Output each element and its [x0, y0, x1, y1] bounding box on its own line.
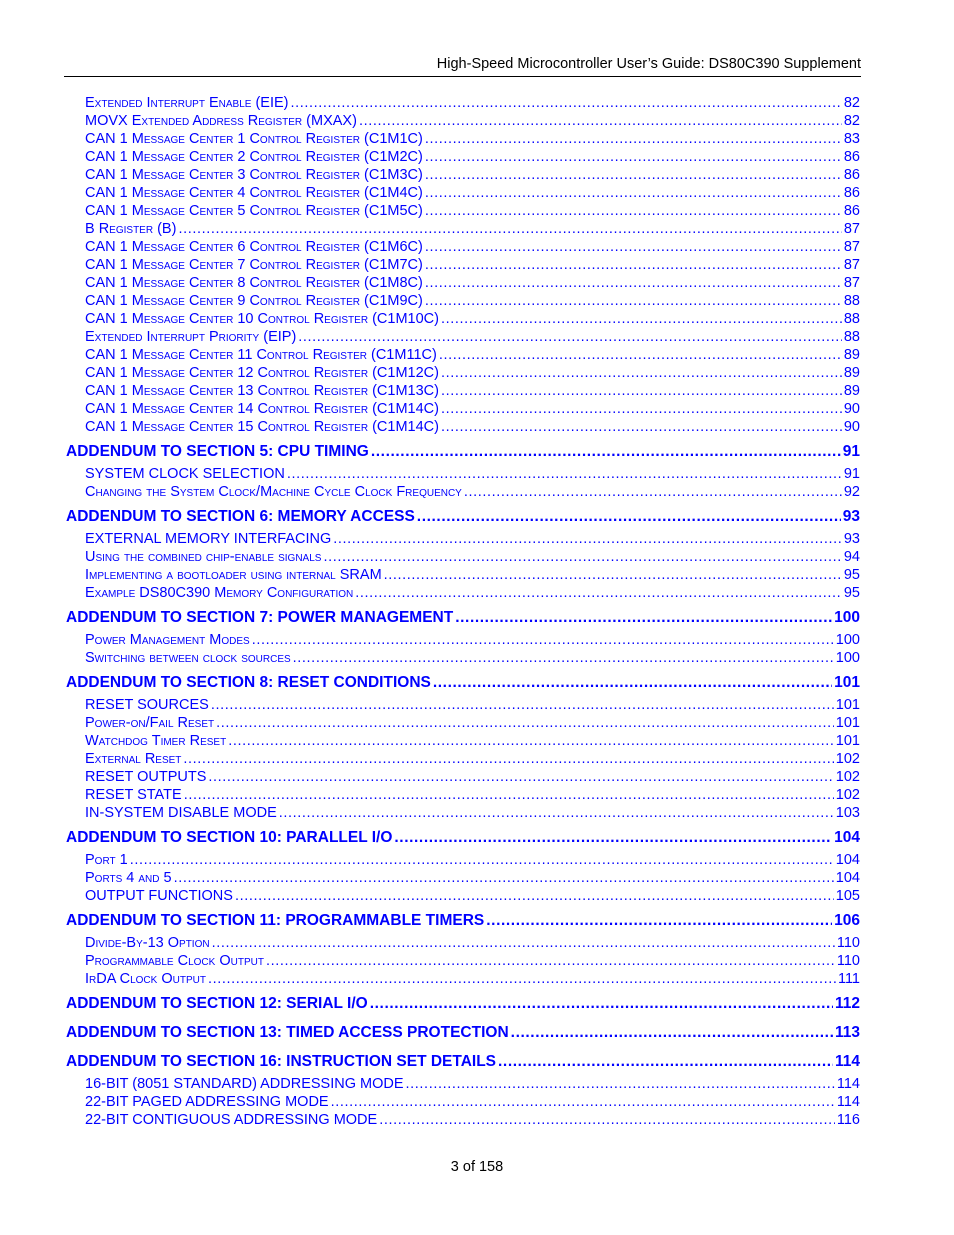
toc-page-number: 93	[843, 531, 860, 547]
toc-entry-link[interactable]	[85, 203, 860, 219]
toc-page-number: 88	[843, 329, 860, 345]
toc-dot-leader	[464, 484, 842, 500]
toc-entry-link[interactable]	[85, 221, 860, 237]
toc-section-link[interactable]	[66, 829, 860, 847]
toc-dot-leader	[379, 1112, 835, 1128]
toc-entry-title: CAN 1 Message Center 14 Control Register (C1M14C)	[85, 401, 439, 417]
toc-section-link[interactable]	[66, 1024, 860, 1042]
toc-entry-link[interactable]	[85, 149, 860, 165]
toc-entry-title: CAN 1 Message Center 8 Control Register (C1M8C)	[85, 275, 423, 291]
toc-entry-title: Example DS80C390 Memory Configuration	[85, 585, 354, 601]
toc-page-number: 87	[843, 275, 860, 291]
toc-entry-title: Switching between clock sources	[85, 650, 291, 666]
toc-section-link[interactable]	[66, 508, 860, 526]
toc-page-number: 89	[843, 365, 860, 381]
toc-entry-title: Divide-By-13 Option	[85, 935, 210, 951]
toc-dot-leader	[208, 971, 836, 987]
toc-dot-leader	[441, 311, 842, 327]
toc-dot-leader	[394, 829, 832, 847]
toc-entry-title: CAN 1 Message Center 11 Control Register (C1M11C)	[85, 347, 437, 363]
toc-page-number: 104	[834, 829, 860, 846]
toc-dot-leader	[266, 953, 835, 969]
toc-entry-title: RESET OUTPUTS	[85, 769, 207, 785]
toc-dot-leader	[384, 567, 842, 583]
toc-dot-leader	[298, 329, 842, 345]
toc-section-link[interactable]	[66, 674, 860, 692]
toc-dot-leader	[425, 185, 842, 201]
page-header	[64, 55, 861, 77]
toc-dot-leader	[184, 787, 834, 803]
toc-page-number: 103	[835, 805, 860, 821]
toc-entry-title: CAN 1 Message Center 9 Control Register (C1M9C)	[85, 293, 423, 309]
toc-entry-title: ADDENDUM TO SECTION 7: POWER MANAGEMENT	[66, 609, 454, 626]
toc-page-number: 89	[843, 383, 860, 399]
toc-dot-leader	[425, 149, 842, 165]
toc-entry-title: Port 1	[85, 852, 128, 868]
toc-dot-leader	[425, 275, 842, 291]
toc-entry-title: CAN 1 Message Center 12 Control Register (C1M12C)	[85, 365, 439, 381]
toc-section-link[interactable]	[66, 912, 860, 930]
toc-entry-link[interactable]	[85, 632, 860, 648]
toc-page-number: 95	[843, 567, 860, 583]
toc-entry-link[interactable]	[85, 733, 860, 749]
toc-dot-leader	[441, 419, 842, 435]
toc-page-number: 88	[843, 293, 860, 309]
toc-page-number: 95	[843, 585, 860, 601]
page-number: 3 of 158	[450, 1159, 504, 1175]
toc-entry-title: 22-BIT PAGED ADDRESSING MODE	[85, 1094, 329, 1110]
toc-page-number: 104	[835, 870, 860, 886]
toc-page-number: 116	[836, 1112, 860, 1128]
toc-entry-title: 22-BIT CONTIGUOUS ADDRESSING MODE	[85, 1112, 378, 1128]
toc-entry-title: CAN 1 Message Center 7 Control Register (C1M7C)	[85, 257, 423, 273]
toc-entry-title: ADDENDUM TO SECTION 12: SERIAL I/O	[66, 995, 368, 1012]
toc-entry-title: ADDENDUM TO SECTION 13: TIMED ACCESS PROTECTION	[66, 1024, 509, 1041]
toc-entry-link[interactable]	[85, 697, 860, 713]
toc-page-number: 92	[843, 484, 860, 500]
toc-page-number: 88	[843, 311, 860, 327]
toc-entry-title: Watchdog Timer Reset	[85, 733, 227, 749]
toc-entry-link[interactable]	[85, 131, 860, 147]
toc-entry-link[interactable]	[85, 275, 860, 291]
toc-dot-leader	[455, 609, 832, 627]
toc-entry-title: Programmable Clock Output	[85, 953, 264, 969]
toc-page-number: 111	[837, 971, 860, 987]
toc-page-number: 114	[836, 1076, 860, 1092]
toc-dot-leader	[183, 751, 833, 767]
toc-entry-link[interactable]	[85, 383, 860, 399]
toc-entry-link[interactable]	[85, 1112, 860, 1128]
toc-entry-link[interactable]	[85, 650, 860, 666]
toc-page-number: 110	[836, 935, 860, 951]
toc-page-number: 110	[836, 953, 860, 969]
toc-entry-link[interactable]	[85, 239, 860, 255]
toc-entry-title: IN-SYSTEM DISABLE MODE	[85, 805, 277, 821]
toc-entry-title: Ports 4 and 5	[85, 870, 172, 886]
toc-page-number: 101	[835, 733, 860, 749]
toc-dot-leader	[433, 674, 832, 692]
toc-page-number: 101	[835, 697, 860, 713]
toc-page-number: 112	[834, 995, 860, 1012]
toc-entry-link[interactable]	[85, 257, 860, 273]
toc-page-number: 104	[835, 852, 860, 868]
toc-dot-leader	[425, 203, 842, 219]
toc-entry-link[interactable]	[85, 419, 860, 435]
toc-dot-leader	[370, 995, 833, 1013]
toc-dot-leader	[406, 1076, 835, 1092]
toc-entry-title: External Reset	[85, 751, 182, 767]
toc-entry-title: CAN 1 Message Center 10 Control Register (C1M10C)	[85, 311, 439, 327]
toc-page-number: 86	[843, 185, 860, 201]
toc-entry-link[interactable]	[85, 888, 860, 904]
toc-entry-title: Extended Interrupt Priority (EIP)	[85, 329, 297, 345]
toc-dot-leader	[235, 888, 834, 904]
toc-entry-title: Power Management Modes	[85, 632, 250, 648]
toc-entry-link[interactable]	[85, 95, 860, 111]
toc-dot-leader	[417, 508, 841, 526]
toc-dot-leader	[425, 131, 842, 147]
toc-dot-leader	[252, 632, 834, 648]
toc-entry-link[interactable]	[85, 365, 860, 381]
toc-entry-link[interactable]	[85, 769, 860, 785]
toc-page-number: 86	[843, 167, 860, 183]
toc-page-number: 100	[835, 632, 860, 648]
toc-entry-link[interactable]	[85, 347, 860, 363]
toc-dot-leader	[212, 935, 835, 951]
toc-entry-title: Implementing a bootloader using internal SRAM	[85, 567, 382, 583]
toc-page-number: 102	[835, 769, 860, 785]
toc-entry-link[interactable]	[85, 1094, 860, 1110]
toc-dot-leader	[208, 769, 833, 785]
toc-entry-title: 16-BIT (8051 STANDARD) ADDRESSING MODE	[85, 1076, 404, 1092]
toc-dot-leader	[331, 1094, 835, 1110]
toc-page-number: 94	[843, 549, 860, 565]
toc-entry-link[interactable]	[85, 953, 860, 969]
toc-entry-link[interactable]	[85, 805, 860, 821]
toc-page-number: 91	[842, 443, 860, 460]
toc-entry-link[interactable]	[85, 870, 860, 886]
toc-dot-leader	[439, 347, 842, 363]
toc-page-number: 105	[835, 888, 860, 904]
toc-page-number: 114	[836, 1094, 860, 1110]
toc-entry-link[interactable]	[85, 971, 860, 987]
toc-dot-leader	[228, 733, 834, 749]
toc-entry-link[interactable]	[85, 751, 860, 767]
header-title: High-Speed Microcontroller User’s Guide: DS80C390 Supplement	[436, 56, 861, 72]
toc-entry-link[interactable]	[85, 311, 860, 327]
toc-entry-link[interactable]	[85, 113, 860, 129]
toc-dot-leader	[174, 870, 834, 886]
toc-page-number: 86	[843, 149, 860, 165]
toc-dot-leader	[425, 257, 842, 273]
toc-dot-leader	[511, 1024, 833, 1042]
toc-page-number: 87	[843, 221, 860, 237]
toc-entry-title: CAN 1 Message Center 1 Control Register (C1M1C)	[85, 131, 423, 147]
toc-dot-leader	[293, 650, 834, 666]
toc-entry-title: OUTPUT FUNCTIONS	[85, 888, 233, 904]
toc-entry-title: MOVX Extended Address Register (MXAX)	[85, 113, 357, 129]
toc-entry-title: IrDA Clock Output	[85, 971, 206, 987]
toc-page-number: 91	[843, 466, 860, 482]
toc-page-number: 101	[835, 715, 860, 731]
toc-entry-title: ADDENDUM TO SECTION 10: PARALLEL I/O	[66, 829, 393, 846]
toc-page-number: 93	[842, 508, 860, 525]
toc-page-number: 90	[843, 401, 860, 417]
toc-entry-link[interactable]	[85, 787, 860, 803]
toc-section-link[interactable]	[66, 609, 860, 627]
toc-dot-leader	[287, 466, 842, 482]
toc-entry-link[interactable]	[85, 715, 860, 731]
toc-entry-link[interactable]	[85, 466, 860, 482]
page-footer	[0, 1159, 954, 1175]
toc-dot-leader	[323, 549, 841, 565]
toc-page-number: 106	[834, 912, 860, 929]
toc-dot-leader	[333, 531, 842, 547]
toc-entry-link[interactable]	[85, 293, 860, 309]
toc-page-number: 100	[834, 609, 860, 626]
toc-dot-leader	[441, 383, 842, 399]
toc-dot-leader	[211, 697, 834, 713]
toc-page-number: 87	[843, 239, 860, 255]
toc-page-number: 113	[834, 1024, 860, 1041]
toc-entry-title: CAN 1 Message Center 15 Control Register (C1M14C)	[85, 419, 439, 435]
toc-section-link[interactable]	[66, 443, 860, 461]
toc-page-number: 89	[843, 347, 860, 363]
toc-entry-link[interactable]	[85, 585, 860, 601]
toc-entry-link[interactable]	[85, 167, 860, 183]
toc-page-number: 102	[835, 787, 860, 803]
toc-entry-link[interactable]	[85, 531, 860, 547]
toc-dot-leader	[371, 443, 841, 461]
toc-entry-link[interactable]	[85, 329, 860, 345]
toc-entry-title: RESET STATE	[85, 787, 182, 803]
toc-dot-leader	[441, 401, 842, 417]
toc-page-number: 86	[843, 203, 860, 219]
toc-dot-leader	[486, 912, 832, 930]
toc-entry-title: Changing the System Clock/Machine Cycle Clock Frequency	[85, 484, 462, 500]
toc-entry-link[interactable]	[85, 852, 860, 868]
toc-dot-leader	[178, 221, 841, 237]
toc-entry-link[interactable]	[85, 1076, 860, 1092]
toc-entry-title: Extended Interrupt Enable (EIE)	[85, 95, 289, 111]
toc-dot-leader	[425, 239, 842, 255]
toc-page-number: 82	[843, 113, 860, 129]
toc-entry-link[interactable]	[85, 549, 860, 565]
toc-entry-title: ADDENDUM TO SECTION 8: RESET CONDITIONS	[66, 674, 431, 691]
toc-page-number: 82	[843, 95, 860, 111]
toc-section-link[interactable]	[66, 1053, 860, 1071]
toc-entry-title: CAN 1 Message Center 6 Control Register (C1M6C)	[85, 239, 423, 255]
toc-entry-title: Using the combined chip-enable signals	[85, 549, 322, 565]
toc-page-number: 101	[834, 674, 860, 691]
toc-dot-leader	[425, 293, 842, 309]
toc-entry-link[interactable]	[85, 935, 860, 951]
toc-entry-title: EXTERNAL MEMORY INTERFACING	[85, 531, 332, 547]
toc-entry-title: ADDENDUM TO SECTION 5: CPU TIMING	[66, 443, 369, 460]
toc-entry-title: RESET SOURCES	[85, 697, 209, 713]
toc-dot-leader	[291, 95, 842, 111]
toc-page-number: 90	[843, 419, 860, 435]
toc-dot-leader	[216, 715, 834, 731]
toc-page-number: 102	[835, 751, 860, 767]
toc-dot-leader	[498, 1053, 833, 1071]
toc-entry-title: CAN 1 Message Center 4 Control Register (C1M4C)	[85, 185, 423, 201]
toc-entry-link[interactable]	[85, 185, 860, 201]
toc-page-number: 83	[843, 131, 860, 147]
toc-entry-title: B Register (B)	[85, 221, 177, 237]
toc-entry-title: CAN 1 Message Center 3 Control Register (C1M3C)	[85, 167, 423, 183]
toc-entry-title: ADDENDUM TO SECTION 6: MEMORY ACCESS	[66, 508, 415, 525]
toc-entry-title: CAN 1 Message Center 5 Control Register (C1M5C)	[85, 203, 423, 219]
toc-entry-title: CAN 1 Message Center 2 Control Register (C1M2C)	[85, 149, 423, 165]
toc-dot-leader	[130, 852, 834, 868]
toc-entry-link[interactable]	[85, 401, 860, 417]
toc-entry-title: Power-on/Fail Reset	[85, 715, 215, 731]
toc-page-number: 87	[843, 257, 860, 273]
toc-entry-title: ADDENDUM TO SECTION 11: PROGRAMMABLE TIMERS	[66, 912, 485, 929]
toc-entry-link[interactable]	[85, 567, 860, 583]
toc-dot-leader	[359, 113, 842, 129]
toc-page-number: 100	[835, 650, 860, 666]
toc-section-link[interactable]	[66, 995, 860, 1013]
toc-entry-link[interactable]	[85, 484, 860, 500]
toc-entry-title: CAN 1 Message Center 13 Control Register (C1M13C)	[85, 383, 439, 399]
toc-dot-leader	[425, 167, 842, 183]
toc-page-number: 114	[834, 1053, 860, 1070]
toc-dot-leader	[279, 805, 834, 821]
toc-entry-title: SYSTEM CLOCK SELECTION	[85, 466, 285, 482]
toc-dot-leader	[441, 365, 842, 381]
toc-entry-title: ADDENDUM TO SECTION 16: INSTRUCTION SET DETAILS	[66, 1053, 497, 1070]
toc-dot-leader	[355, 585, 842, 601]
